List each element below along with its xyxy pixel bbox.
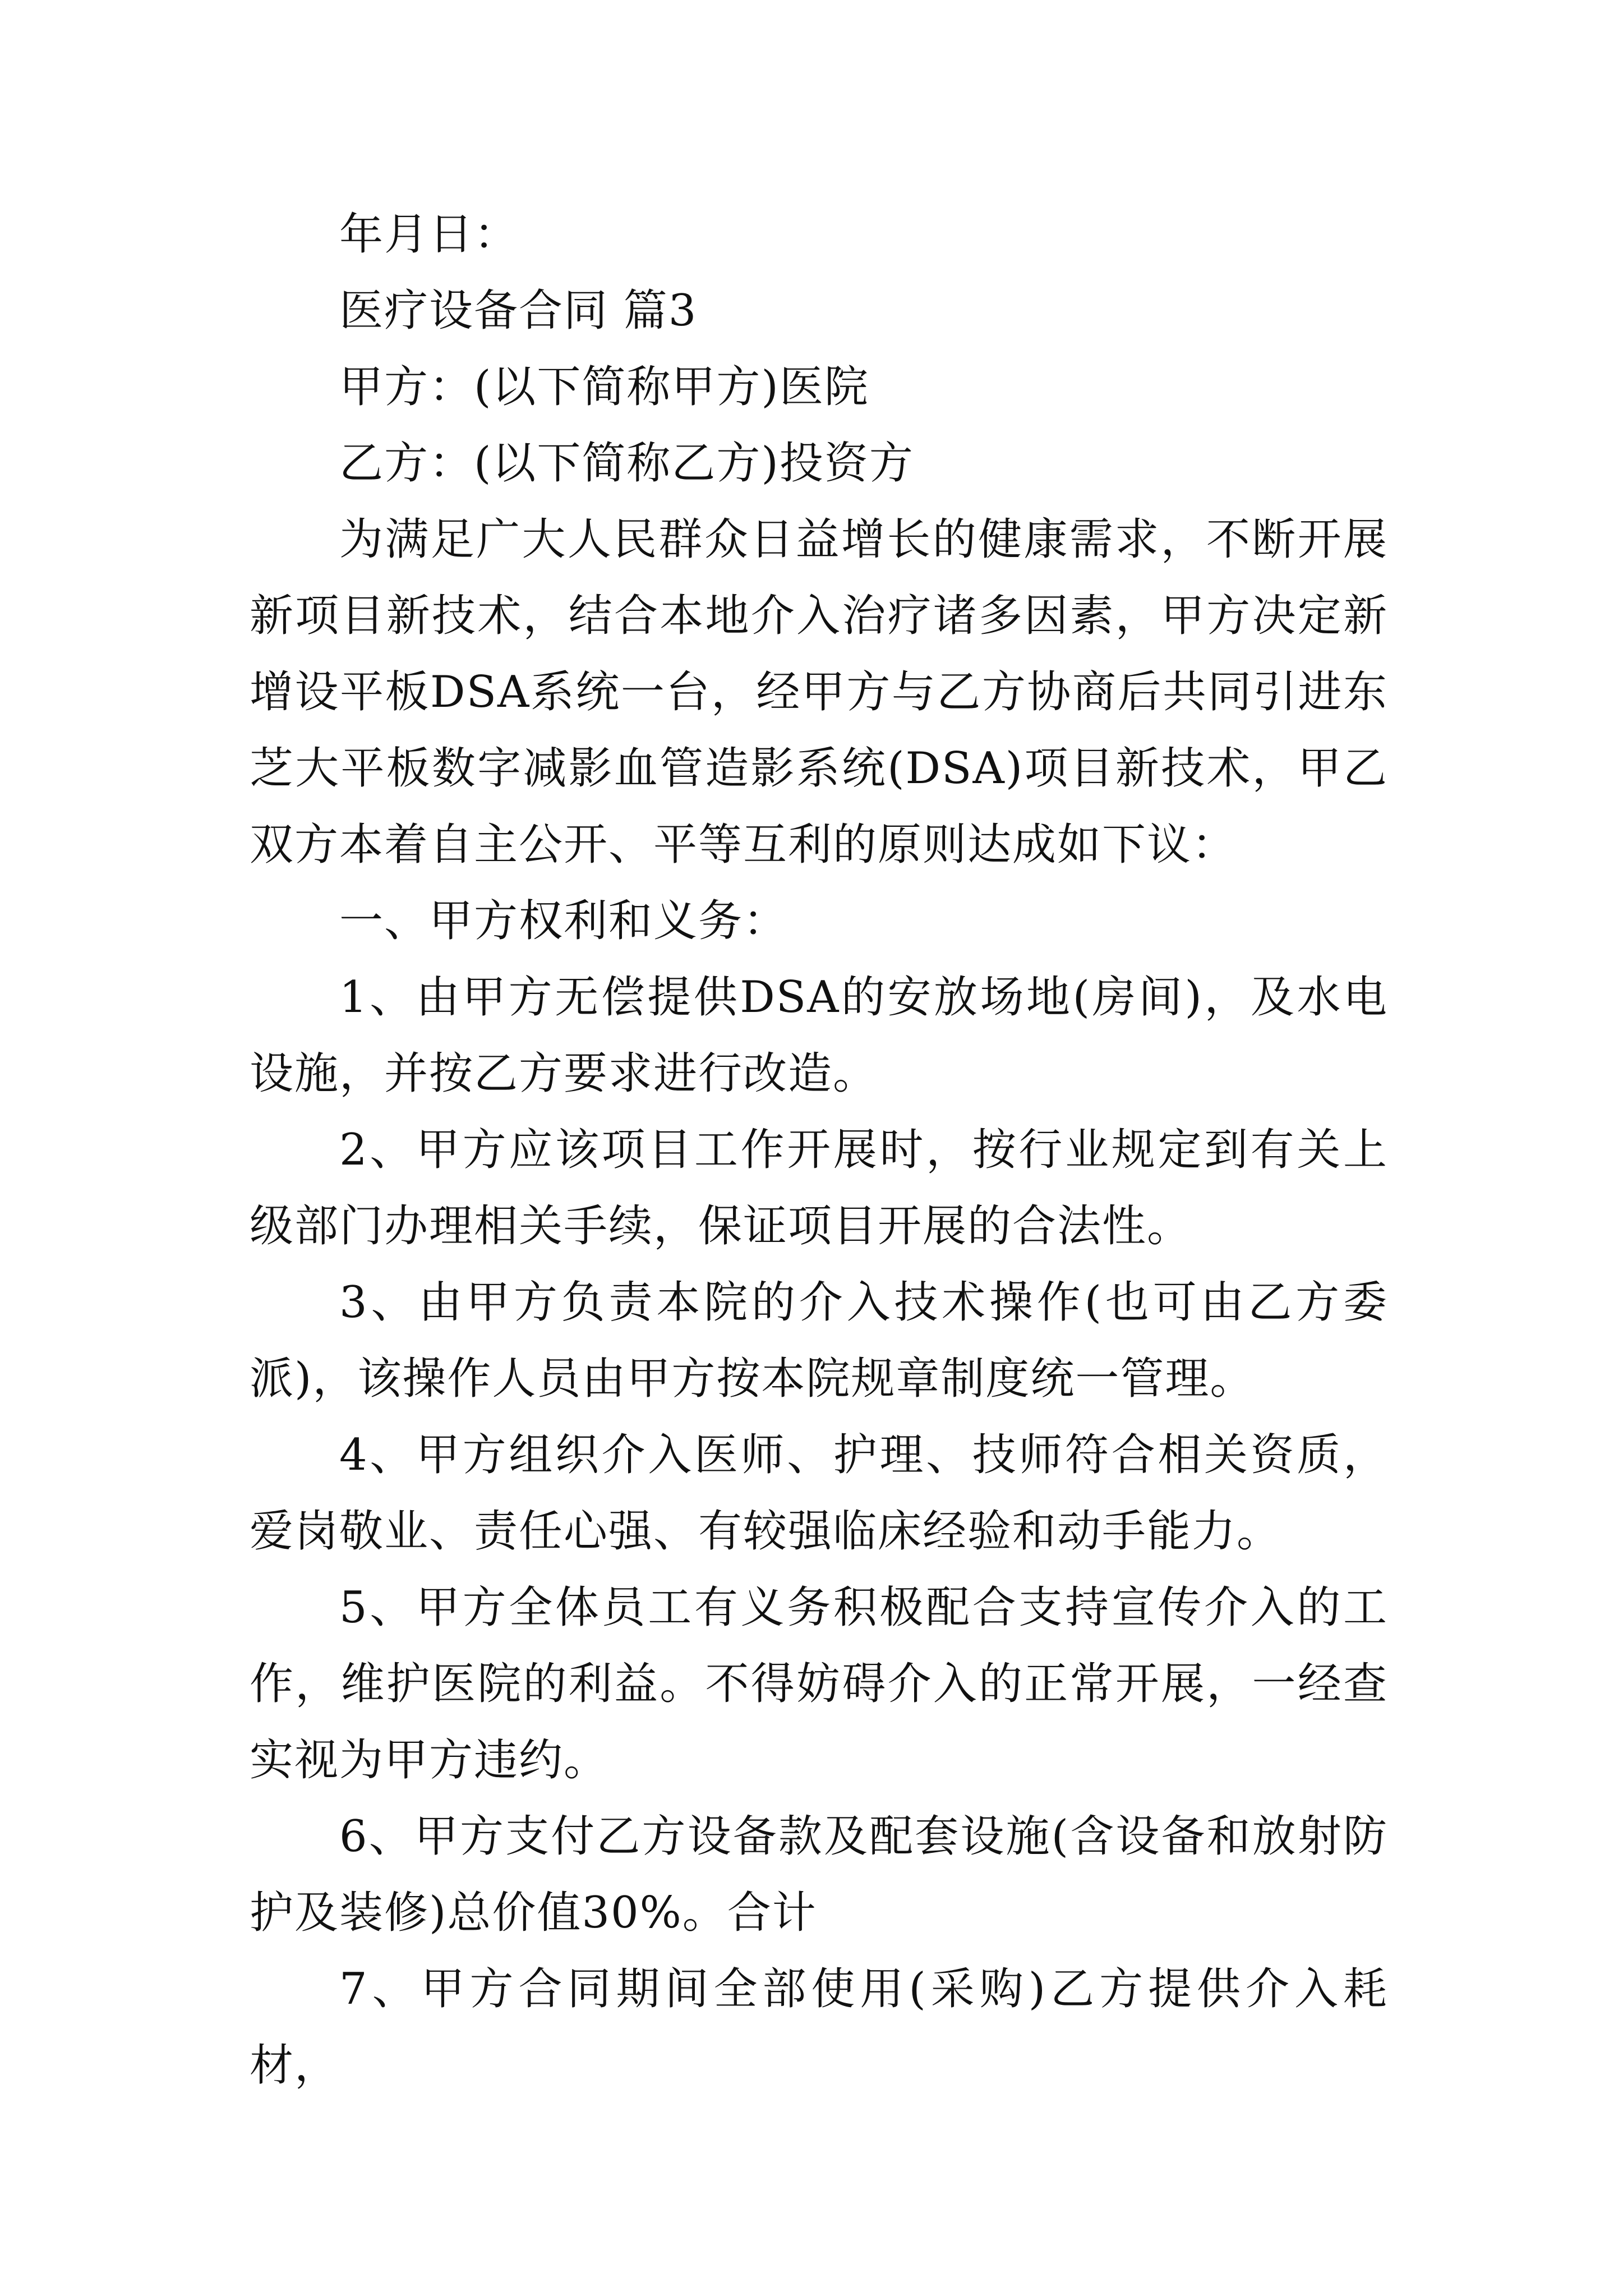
contract-title: 医疗设备合同 篇3 — [339, 286, 698, 336]
party-a-line: 甲方：(以下简称甲方)医院 — [339, 362, 869, 412]
section-heading-party-a: 一、甲方权利和义务： — [339, 896, 789, 946]
clause-6: 6、甲方支付乙方设备款及配套设施(含设备和放射防护及装修)总价值30%。合计 — [250, 1811, 1388, 1938]
clause-7: 7、甲方合同期间全部使用(采购)乙方提供介入耗材， — [250, 1964, 1388, 2091]
party-b-line: 乙方：(以下简称乙方)投资方 — [339, 438, 914, 489]
clause-4: 4、甲方组织介入医师、护理、技师符合相关资质，爱岗敬业、责任心强、有较强临床经验和动手能力。 — [250, 1430, 1388, 1557]
clause-1: 1、由甲方无偿提供DSA的安放场地(房间)，及水电设施，并按乙方要求进行改造。 — [250, 972, 1388, 1099]
clause-2: 2、甲方应该项目工作开展时，按行业规定到有关上级部门办理相关手续，保证项目开展的合法性。 — [250, 1125, 1388, 1251]
clause-3: 3、由甲方负责本院的介入技术操作(也可由乙方委派)，该操作人员由甲方按本院规章制度统一管理。 — [250, 1277, 1388, 1404]
date-line: 年月日： — [339, 209, 519, 260]
document-body — [250, 196, 1388, 2104]
intro-paragraph: 为满足广大人民群众日益增长的健康需求，不断开展新项目新技术，结合本地介入治疗诸多因素，甲方决定新增设平板DSA系统一台，经甲方与乙方协商后共同引进东芝大平板数字减影血管造影系统(DSA)项目新技术，甲乙双方本着自主公开、平等互利的原则达成如下议： — [250, 514, 1388, 870]
clause-5: 5、甲方全体员工有义务积极配合支持宣传介入的工作，维护医院的利益。不得妨碍介入的正常开展，一经查实视为甲方违约。 — [250, 1582, 1388, 1786]
